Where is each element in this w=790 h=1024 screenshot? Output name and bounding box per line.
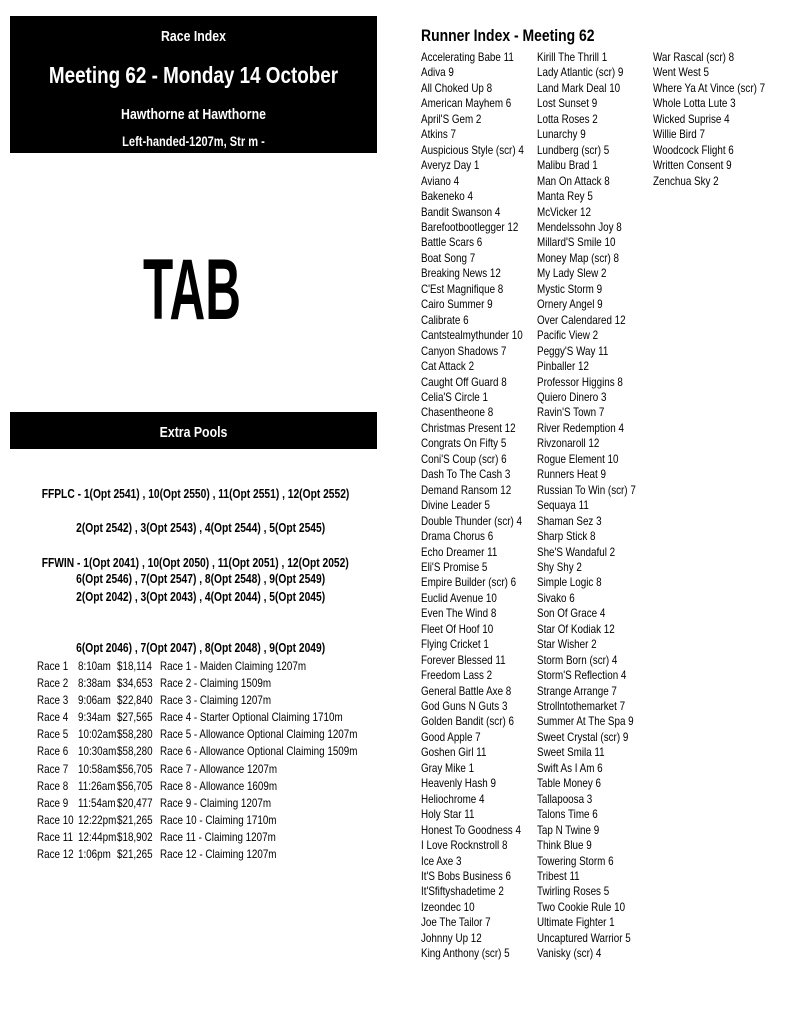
runner-entry: Double Thunder (scr) 4	[421, 513, 523, 528]
runner-entry: Divine Leader 5	[421, 498, 490, 513]
runner-entry: Sequaya 11	[537, 498, 589, 513]
runner-entry: Calibrate 6	[421, 312, 469, 327]
runner-entry: My Lady Slew 2	[537, 266, 607, 281]
runner-entry: Woodcock Flight 6	[653, 142, 734, 157]
extra-pools-header	[10, 412, 377, 449]
race-purse: $18,114	[117, 659, 152, 673]
race-time: 10:02am	[78, 727, 117, 742]
runner-entry: Accelerating Babe 11	[421, 50, 514, 64]
runner-entry: Summer At The Spa 9	[537, 714, 634, 729]
race-description: Race 11 - Claiming 1207m	[160, 829, 276, 844]
runner-entry: Rivzonaroll 12	[537, 436, 600, 451]
runner-entry: Uncaptured Warrior 5	[537, 930, 631, 945]
race-description: Race 7 - Allowance 1207m	[160, 761, 278, 776]
runner-entry: Talons Time 6	[537, 807, 598, 822]
track-name: Hawthorne at Hawthorne	[121, 106, 266, 123]
runner-entry: Even The Wind 8	[421, 606, 497, 621]
race-description: Race 3 - Claiming 1207m	[160, 693, 272, 708]
race-number: Race 2	[37, 676, 69, 691]
race-time: 11:26am	[78, 778, 116, 793]
race-number: Race 7	[37, 761, 69, 776]
runner-entry: Dash To The Cash 3	[421, 467, 511, 482]
runner-entry: Good Apple 7	[421, 729, 481, 744]
runner-entry: Goshen Girl 11	[421, 745, 487, 760]
race-time: 9:06am	[78, 693, 111, 708]
runner-entry: Atkins 7	[421, 127, 457, 142]
ffplc-line-2: 2(Opt 2542) , 3(Opt 2543) , 4(Opt 2544) , 5(Opt 2545)	[76, 521, 326, 535]
ffwin-line-2: 2(Opt 2042) , 3(Opt 2043) , 4(Opt 2044) , 5(Opt 2045)	[76, 590, 326, 604]
ffwin-pool	[36, 538, 349, 674]
runner-entry: Eli'S Promise 5	[421, 559, 488, 574]
runner-entry: Bandit Swanson 4	[421, 204, 501, 219]
runner-entry: Runners Heat 9	[537, 467, 606, 482]
runner-entry: Son Of Grace 4	[537, 606, 606, 621]
race-purse: $21,265	[117, 847, 153, 862]
runner-entry: Manta Rey 5	[537, 189, 593, 204]
race-purse: $56,705	[117, 778, 153, 793]
runner-entry: Rogue Element 10	[537, 451, 619, 466]
runner-entry: Chasentheone 8	[421, 405, 494, 420]
runner-entry: Izeondec 10	[421, 899, 475, 914]
race-number: Race 11	[37, 829, 73, 844]
runner-entry: Money Map (scr) 8	[537, 250, 620, 265]
race-purse: $27,565	[117, 710, 153, 725]
runner-entry: It'S Bobs Business 6	[421, 869, 511, 884]
race-number: Race 10	[37, 812, 74, 827]
runner-entry: Euclid Avenue 10	[421, 590, 497, 605]
runner-entry: Two Cookie Rule 10	[537, 899, 626, 914]
extra-pools-title: Extra Pools	[159, 424, 228, 441]
runner-entry: Canyon Shadows 7	[421, 343, 507, 358]
runner-entry: Pinballer 12	[537, 359, 589, 374]
race-number: Race 12	[37, 847, 74, 862]
runner-entry: Celia'S Circle 1	[421, 389, 488, 404]
race-description: Race 9 - Claiming 1207m	[160, 795, 272, 810]
runner-entry: Star Wisher 2	[537, 637, 597, 652]
runner-entry: I Love Rocknstroll 8	[421, 838, 508, 853]
tab-logo	[143, 242, 245, 338]
runner-entry: Demand Ransom 12	[421, 482, 512, 497]
runner-entry: Ornery Angel 9	[537, 297, 603, 312]
runner-entry: Caught Off Guard 8	[421, 374, 507, 389]
race-purse: $20,477	[117, 795, 153, 810]
race-number: Race 3	[37, 693, 69, 708]
race-purse: $22,840	[117, 693, 153, 708]
race-time: 1:06pm	[78, 847, 111, 862]
race-time: 8:38am	[78, 676, 111, 691]
runner-entry: Towering Storm 6	[537, 853, 614, 868]
race-description: Race 8 - Allowance 1609m	[160, 778, 278, 793]
runner-column-2	[537, 50, 657, 962]
meeting-title: Meeting 62 - Monday 14 October	[48, 62, 339, 88]
runner-entry: Heavenly Hash 9	[421, 776, 496, 791]
race-number: Race 8	[37, 778, 69, 793]
runner-entry: Peggy'S Way 11	[537, 343, 609, 358]
runner-entry: Mystic Storm 9	[537, 281, 603, 296]
runner-entry: Sweet Smila 11	[537, 745, 605, 760]
runner-entry: River Redemption 4	[537, 420, 624, 435]
runner-entry: Sivako 6	[537, 590, 575, 605]
runner-entry: Man On Attack 8	[537, 173, 610, 188]
runner-entry: Storm'S Reflection 4	[537, 668, 627, 683]
runner-entry: Mendelssohn Joy 8	[537, 219, 622, 234]
race-index-header	[10, 16, 377, 153]
runner-entry: Quiero Dinero 3	[537, 389, 607, 404]
runner-entry: Vanisky (scr) 4	[537, 946, 602, 961]
runner-entry: Barefootbootlegger 12	[421, 219, 519, 234]
race-description: Race 6 - Allowance Optional Claiming 1509m	[160, 744, 358, 759]
race-purse: $58,280	[117, 727, 153, 742]
runner-entry: Sweet Crystal (scr) 9	[537, 729, 629, 744]
runner-entry: Ravin'S Town 7	[537, 405, 605, 420]
ffwin-label: FFWIN -	[41, 556, 84, 570]
race-time: 10:30am	[78, 744, 117, 759]
ffwin-line-3: 6(Opt 2046) , 7(Opt 2047) , 8(Opt 2048) , 9(Opt 2049)	[76, 641, 326, 655]
runner-entry: Golden Bandit (scr) 6	[421, 714, 514, 729]
runner-entry: Empire Builder (scr) 6	[421, 575, 517, 590]
runner-entry: Strange Arrange 7	[537, 683, 617, 698]
runner-entry: Adiva 9	[421, 65, 454, 80]
runner-entry: It'Sfiftyshadetime 2	[421, 884, 504, 899]
runner-entry: Battle Scars 6	[421, 235, 483, 250]
race-description: Race 10 - Claiming 1710m	[160, 812, 277, 827]
race-number: Race 6	[37, 744, 69, 759]
runner-entry: She'S Wandaful 2	[537, 544, 616, 559]
runner-entry: Pacific View 2	[537, 328, 599, 343]
runner-entry: Over Calendared 12	[537, 312, 626, 327]
runner-entry: Lunarchy 9	[537, 127, 586, 142]
ffplc-line-3: 6(Opt 2546) , 7(Opt 2547) , 8(Opt 2548) , 9(Opt 2549)	[76, 572, 326, 586]
course-details: Left-handed-1207m, Str m -	[122, 134, 265, 149]
runner-entry: King Anthony (scr) 5	[421, 946, 510, 961]
race-purse: $56,705	[117, 761, 153, 776]
race-description: Race 5 - Allowance Optional Claiming 1207m	[160, 727, 358, 742]
runner-entry: Gray Mike 1	[421, 760, 475, 775]
runner-entry: God Guns N Guts 3	[421, 699, 508, 714]
race-purse: $58,280	[117, 744, 153, 759]
runner-entry: Shy Shy 2	[537, 559, 582, 574]
ffplc-line-1: 1(Opt 2541) , 10(Opt 2550) , 11(Opt 2551) , 12(Opt 2552)	[83, 487, 350, 501]
runner-entry: General Battle Axe 8	[421, 683, 512, 698]
runner-entry: American Mayhem 6	[421, 96, 512, 111]
runner-entry: Christmas Present 12	[421, 420, 516, 435]
runner-entry: Millard'S Smile 10	[537, 235, 616, 250]
runner-entry: Freedom Lass 2	[421, 668, 493, 683]
runner-entry: C'Est Magnifique 8	[421, 281, 504, 296]
runner-entry: Russian To Win (scr) 7	[537, 482, 636, 497]
runner-entry: Wicked Suprise 4	[653, 111, 730, 126]
runner-entry: Simple Logic 8	[537, 575, 602, 590]
runner-entry: War Rascal (scr) 8	[653, 50, 735, 64]
runner-entry: All Choked Up 8	[421, 80, 493, 95]
race-time: 11:54am	[78, 795, 116, 810]
runner-column-3	[653, 50, 790, 189]
runner-entry: Holy Star 11	[421, 807, 475, 822]
runner-entry: Star Of Kodiak 12	[537, 621, 615, 636]
race-purse: $21,265	[117, 812, 153, 827]
runner-entry: Honest To Goodness 4	[421, 822, 521, 837]
runner-entry: Where Ya At Vince (scr) 7	[653, 80, 766, 95]
race-time: 8:10am	[78, 659, 111, 673]
runner-entry: Congrats On Fifty 5	[421, 436, 507, 451]
runner-entry: Think Blue 9	[537, 838, 592, 853]
race-description: Race 1 - Maiden Claiming 1207m	[160, 659, 307, 673]
runner-entry: Flying Cricket 1	[421, 637, 489, 652]
runner-entry: Echo Dreamer 11	[421, 544, 498, 559]
runner-entry: Sharp Stick 8	[537, 529, 596, 544]
runner-entry: Tribest 11	[537, 869, 580, 884]
race-number: Race 9	[37, 795, 69, 810]
runner-entry: Averyz Day 1	[421, 158, 480, 173]
runner-column-1	[421, 50, 546, 962]
runner-entry: Table Money 6	[537, 776, 601, 791]
runner-entry: April'S Gem 2	[421, 111, 482, 126]
runner-entry: Lundberg (scr) 5	[537, 142, 610, 157]
runner-entry: Lost Sunset 9	[537, 96, 598, 111]
ffplc-label: FFPLC -	[41, 487, 84, 501]
runner-entry: Strollntothemarket 7	[537, 699, 626, 714]
runner-entry: Shaman Sez 3	[537, 513, 602, 528]
ffwin-line-1: 1(Opt 2041) , 10(Opt 2050) , 11(Opt 2051) , 12(Opt 2052)	[83, 556, 349, 570]
runner-entry: Cairo Summer 9	[421, 297, 493, 312]
race-purse: $18,902	[117, 829, 153, 844]
race-index-title: Race Index	[161, 28, 226, 45]
race-description: Race 2 - Claiming 1509m	[160, 676, 272, 691]
runner-entry: Ice Axe 3	[421, 853, 462, 868]
runner-entry: Auspicious Style (scr) 4	[421, 142, 524, 157]
runner-entry: Written Consent 9	[653, 158, 732, 173]
runner-entry: Kirill The Thrill 1	[537, 50, 608, 64]
runner-entry: Went West 5	[653, 65, 709, 80]
runner-entry: Johnny Up 12	[421, 930, 482, 945]
runner-entry: Twirling Roses 5	[537, 884, 610, 899]
runner-entry: McVicker 12	[537, 204, 591, 219]
runner-entry: Boat Song 7	[421, 250, 476, 265]
runner-entry: Coni'S Coup (scr) 6	[421, 451, 507, 466]
runner-entry: Bakeneko 4	[421, 189, 473, 204]
runner-entry: Storm Born (scr) 4	[537, 652, 618, 667]
runner-entry: Swift As I Am 6	[537, 760, 603, 775]
race-time: 12:22pm	[78, 812, 117, 827]
race-time: 10:58am	[78, 761, 117, 776]
runner-entry: Heliochrome 4	[421, 791, 485, 806]
runner-entry: Malibu Brad 1	[537, 158, 598, 173]
race-time: 12:44pm	[78, 829, 117, 844]
runner-entry: Fleet Of Hoof 10	[421, 621, 494, 636]
race-number: Race 1	[37, 659, 69, 673]
runner-entry: Lady Atlantic (scr) 9	[537, 65, 624, 80]
tab-logo-text: TAB	[143, 242, 241, 338]
runner-entry: Tap N Twine 9	[537, 822, 600, 837]
race-number: Race 4	[37, 710, 69, 725]
race-number: Race 5	[37, 727, 69, 742]
runner-entry: Tallapoosa 3	[537, 791, 593, 806]
race-description: Race 12 - Claiming 1207m	[160, 847, 277, 862]
race-time: 9:34am	[78, 710, 111, 725]
runner-entry: Aviano 4	[421, 173, 460, 188]
runner-entry: Cat Attack 2	[421, 359, 475, 374]
runner-entry: Breaking News 12	[421, 266, 501, 281]
race-description: Race 4 - Starter Optional Claiming 1710m	[160, 710, 343, 725]
runner-entry: Cantstealmythunder 10	[421, 328, 523, 343]
runner-entry: Zenchua Sky 2	[653, 173, 719, 188]
runner-entry: Drama Chorus 6	[421, 529, 494, 544]
runner-entry: Forever Blessed 11	[421, 652, 506, 667]
runner-entry: Ultimate Fighter 1	[537, 915, 615, 930]
runner-entry: Land Mark Deal 10	[537, 80, 621, 95]
runner-entry: Professor Higgins 8	[537, 374, 623, 389]
race-purse: $34,653	[117, 676, 153, 691]
runner-entry: Willie Bird 7	[653, 127, 705, 142]
runner-index-title: Runner Index - Meeting 62	[421, 26, 595, 45]
runner-entry: Whole Lotta Lute 3	[653, 96, 736, 111]
runner-entry: Joe The Tailor 7	[421, 915, 491, 930]
runner-entry: Lotta Roses 2	[537, 111, 598, 126]
